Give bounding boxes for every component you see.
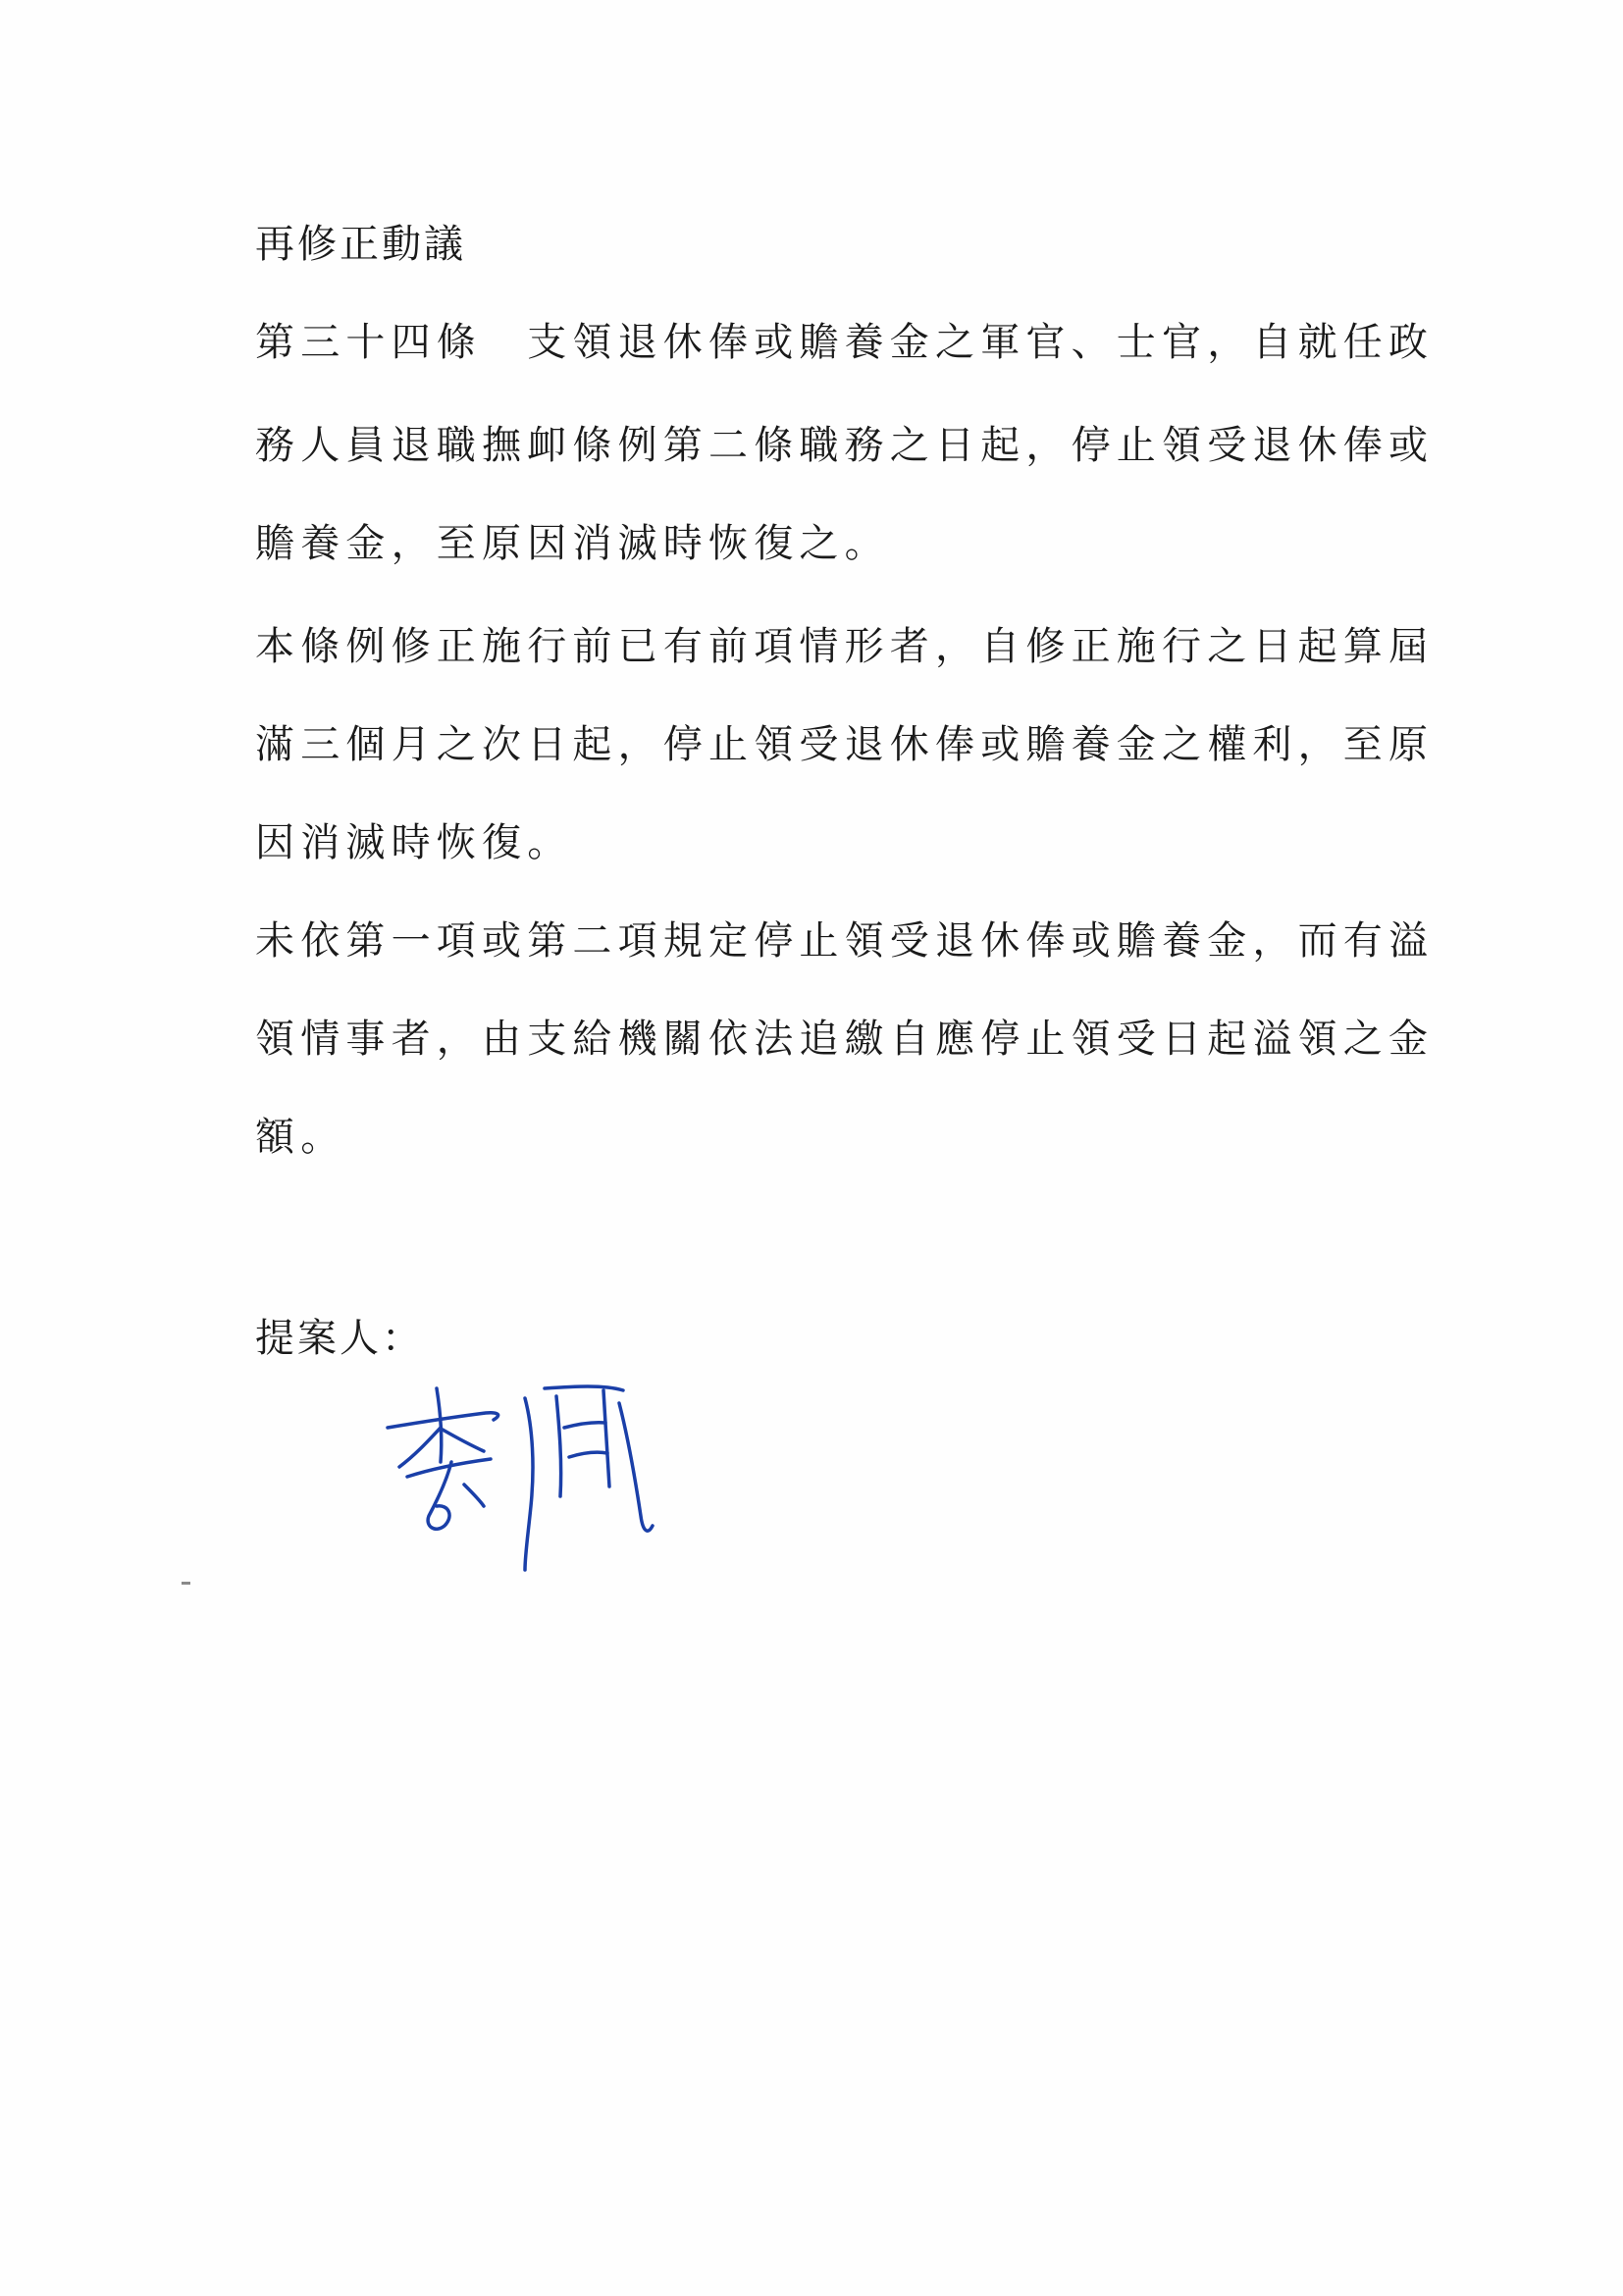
document-title: 再修正動議 bbox=[255, 222, 466, 267]
body-line: 贍養金，至原因消滅時恢復之。 bbox=[255, 521, 890, 566]
body-line: 滿三個月之次日起，停止領受退休俸或贍養金之權利，至原 bbox=[255, 722, 1435, 767]
body-line: 本條例修正施行前已有前項情形者，自修正施行之日起算屆 bbox=[255, 624, 1435, 669]
proposer-label: 提案人： bbox=[255, 1316, 424, 1361]
body-line: 額。 bbox=[255, 1115, 346, 1160]
body-line: 未依第一項或第二項規定停止領受退休俸或贍養金，而有溢 bbox=[255, 918, 1435, 964]
handwritten-signature bbox=[378, 1369, 672, 1580]
body-line: 務人員退職撫卹條例第二條職務之日起，停止領受退休俸或 bbox=[255, 423, 1435, 468]
body-line: 領情事者，由支給機關依法追繳自應停止領受日起溢領之金 bbox=[255, 1017, 1435, 1062]
scan-speck bbox=[182, 1582, 190, 1585]
body-line: 第三十四條 支領退休俸或贍養金之軍官、士官，自就任政 bbox=[255, 320, 1435, 365]
body-line: 因消滅時恢復。 bbox=[255, 820, 573, 865]
